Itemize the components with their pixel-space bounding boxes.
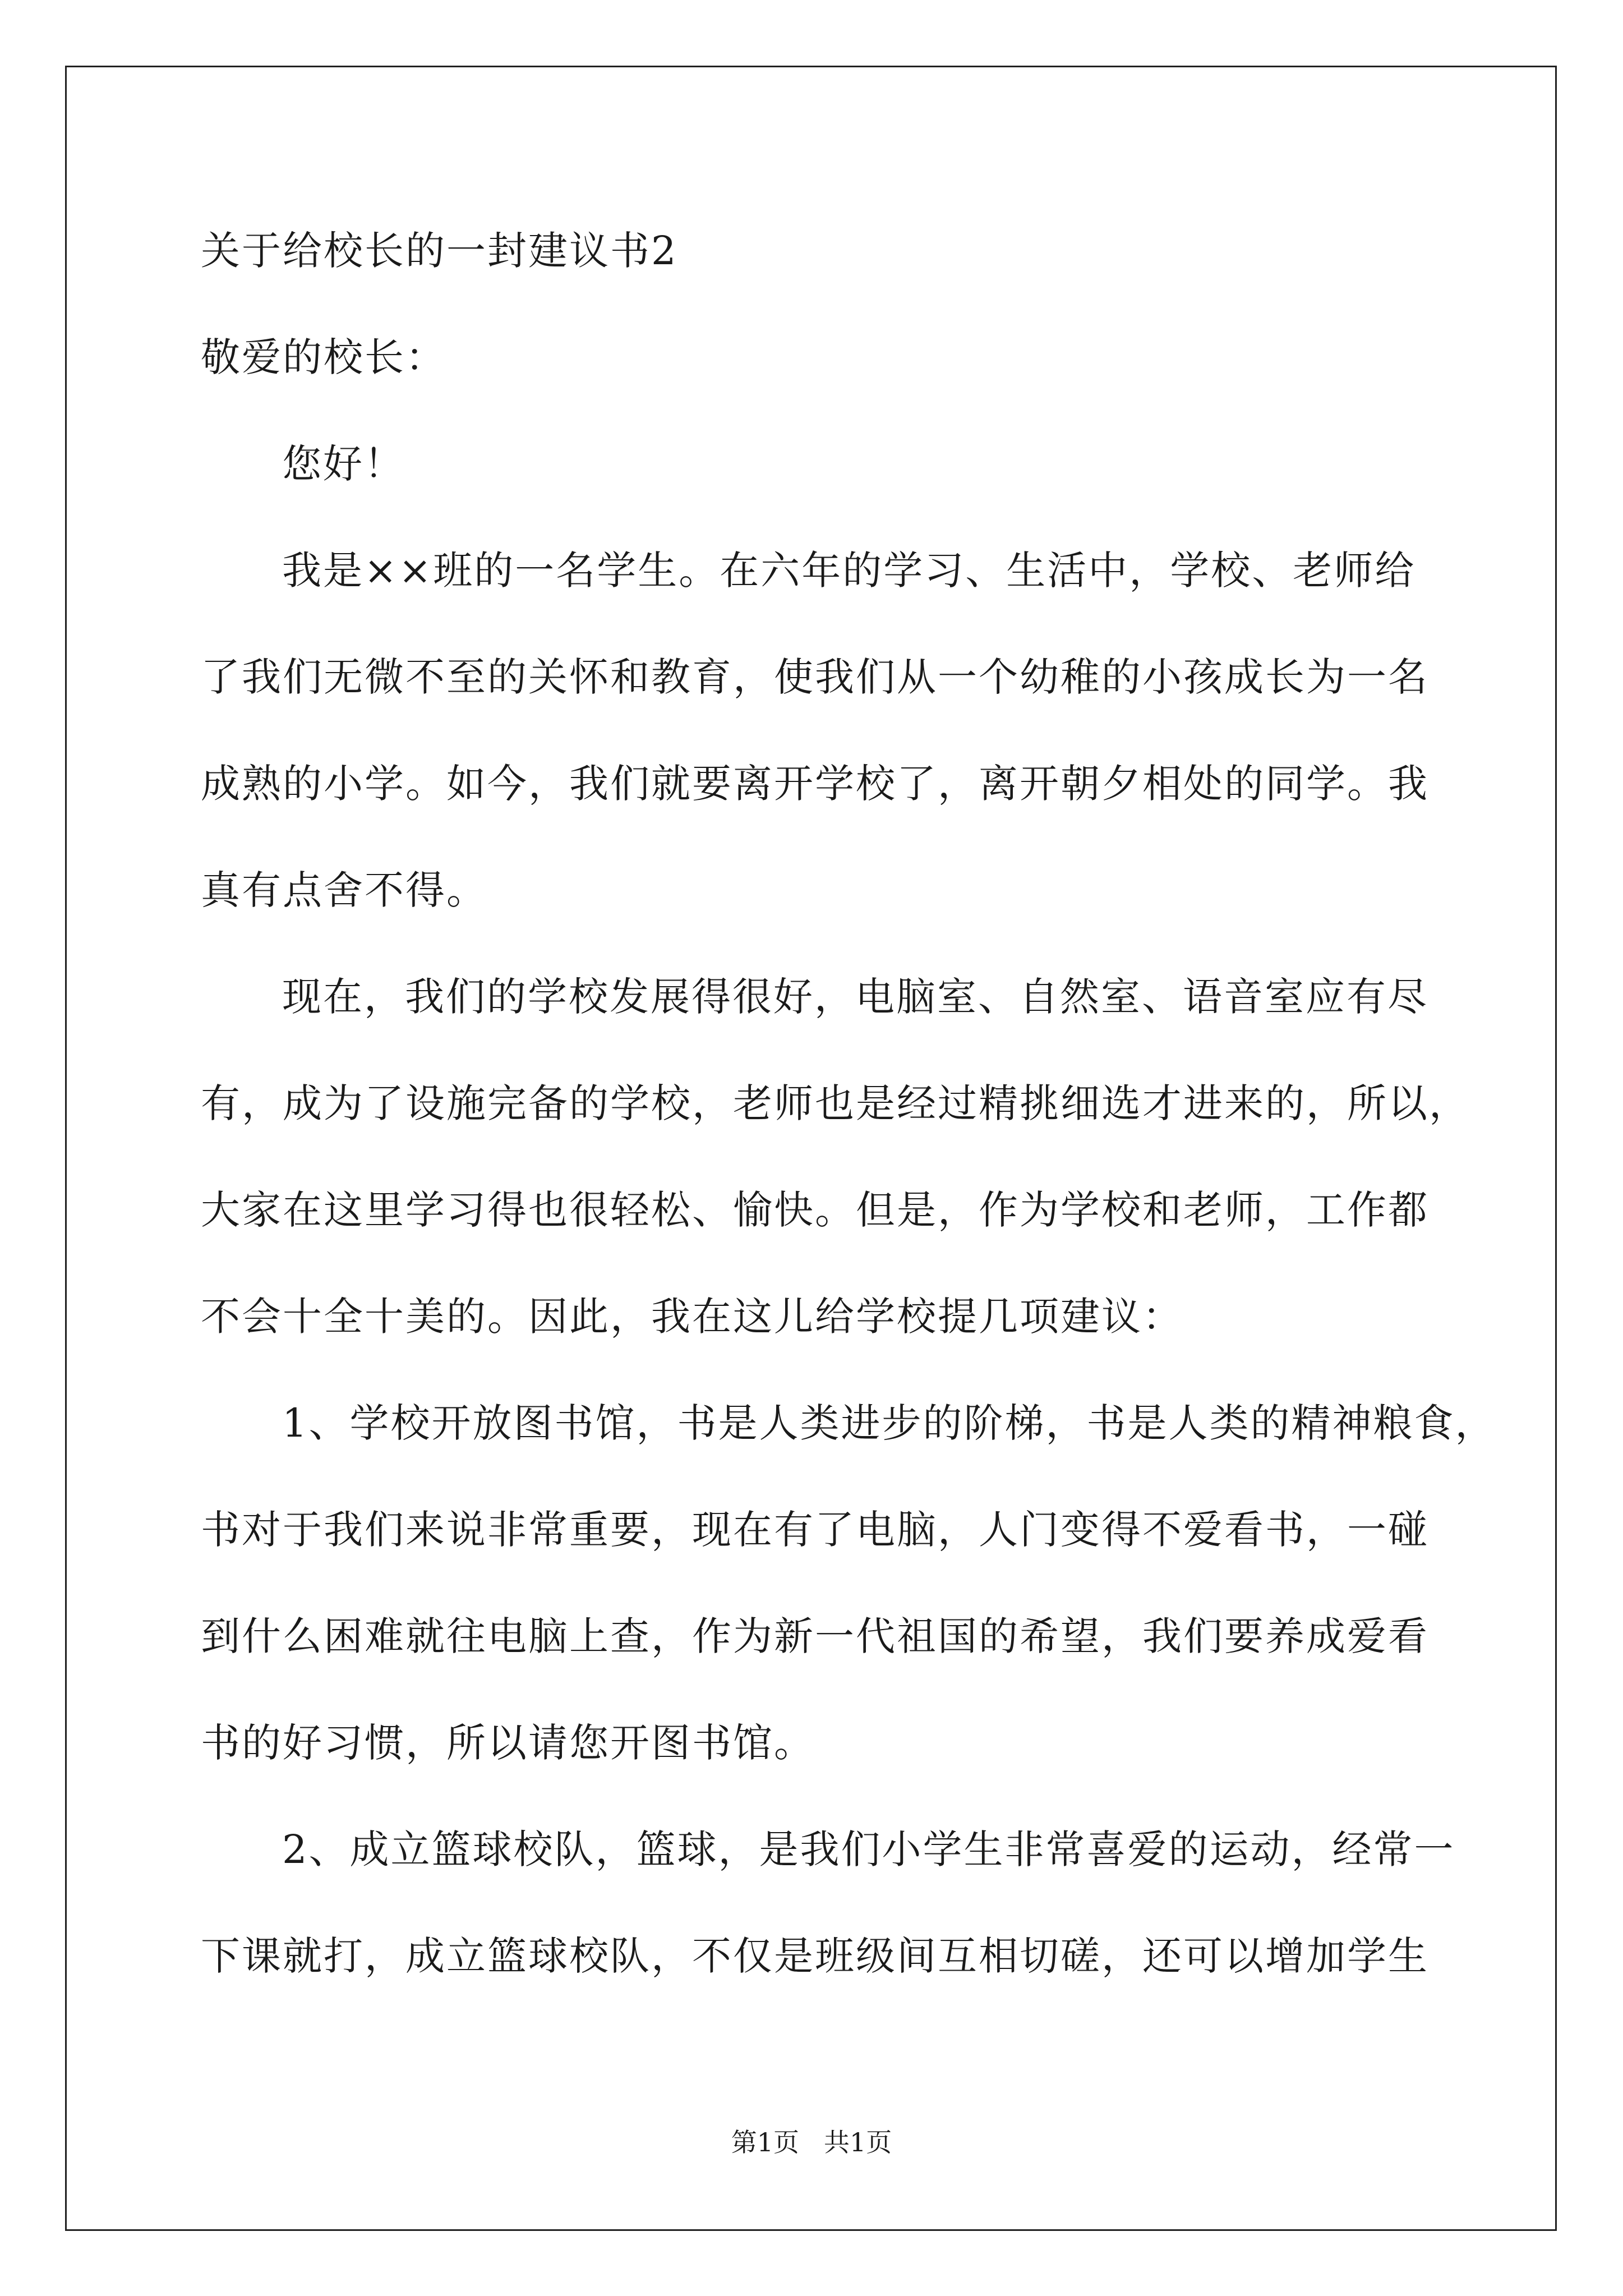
- paragraph-line: 书对于我们来说非常重要，现在有了电脑，人门变得不爱看书，一碰: [201, 1507, 1429, 1553]
- paragraph-line: 有，成为了设施完备的学校，老师也是经过精挑细选才进来的，所以，: [201, 1080, 1470, 1126]
- paragraph-line: 成熟的小学。如今，我们就要离开学校了，离开朝夕相处的同学。我: [201, 761, 1429, 807]
- page-border: [65, 66, 1557, 2231]
- paragraph-line: 大家在这里学习得也很轻松、愉快。但是，作为学校和老师，工作都: [201, 1187, 1429, 1233]
- paragraph-line: 下课就打，成立篮球校队，不仅是班级间互相切磋，还可以增加学生: [201, 1933, 1429, 1979]
- paragraph-line: 2、成立篮球校队，篮球，是我们小学生非常喜爱的运动，经常一: [282, 1826, 1455, 1872]
- page-total: 共1页: [823, 2127, 892, 2157]
- paragraph-line: 1、学校开放图书馆，书是人类进步的阶梯，书是人类的精神粮食，: [282, 1400, 1496, 1446]
- paragraph-line: 了我们无微不至的关怀和教育，使我们从一个幼稚的小孩成长为一名: [201, 654, 1429, 700]
- paragraph-line: 不会十全十美的。因此，我在这儿给学校提几项建议：: [201, 1294, 1183, 1340]
- greeting: 您好！: [282, 441, 405, 487]
- page-footer: [0, 2122, 1623, 2159]
- paragraph-line: 我是××班的一名学生。在六年的学习、生活中，学校、老师给: [282, 547, 1416, 593]
- document-title: 关于给校长的一封建议书2: [201, 228, 678, 274]
- paragraph-line: 真有点舍不得。: [201, 867, 487, 913]
- page-number: 第1页: [731, 2127, 800, 2157]
- paragraph-line: 现在，我们的学校发展得很好，电脑室、自然室、语音室应有尽: [282, 974, 1428, 1020]
- paragraph-line: 书的好习惯，所以请您开图书馆。: [201, 1720, 815, 1766]
- paragraph-line: 到什么困难就往电脑上查，作为新一代祖国的希望，我们要养成爱看: [201, 1613, 1429, 1659]
- salutation: 敬爱的校长：: [201, 334, 446, 380]
